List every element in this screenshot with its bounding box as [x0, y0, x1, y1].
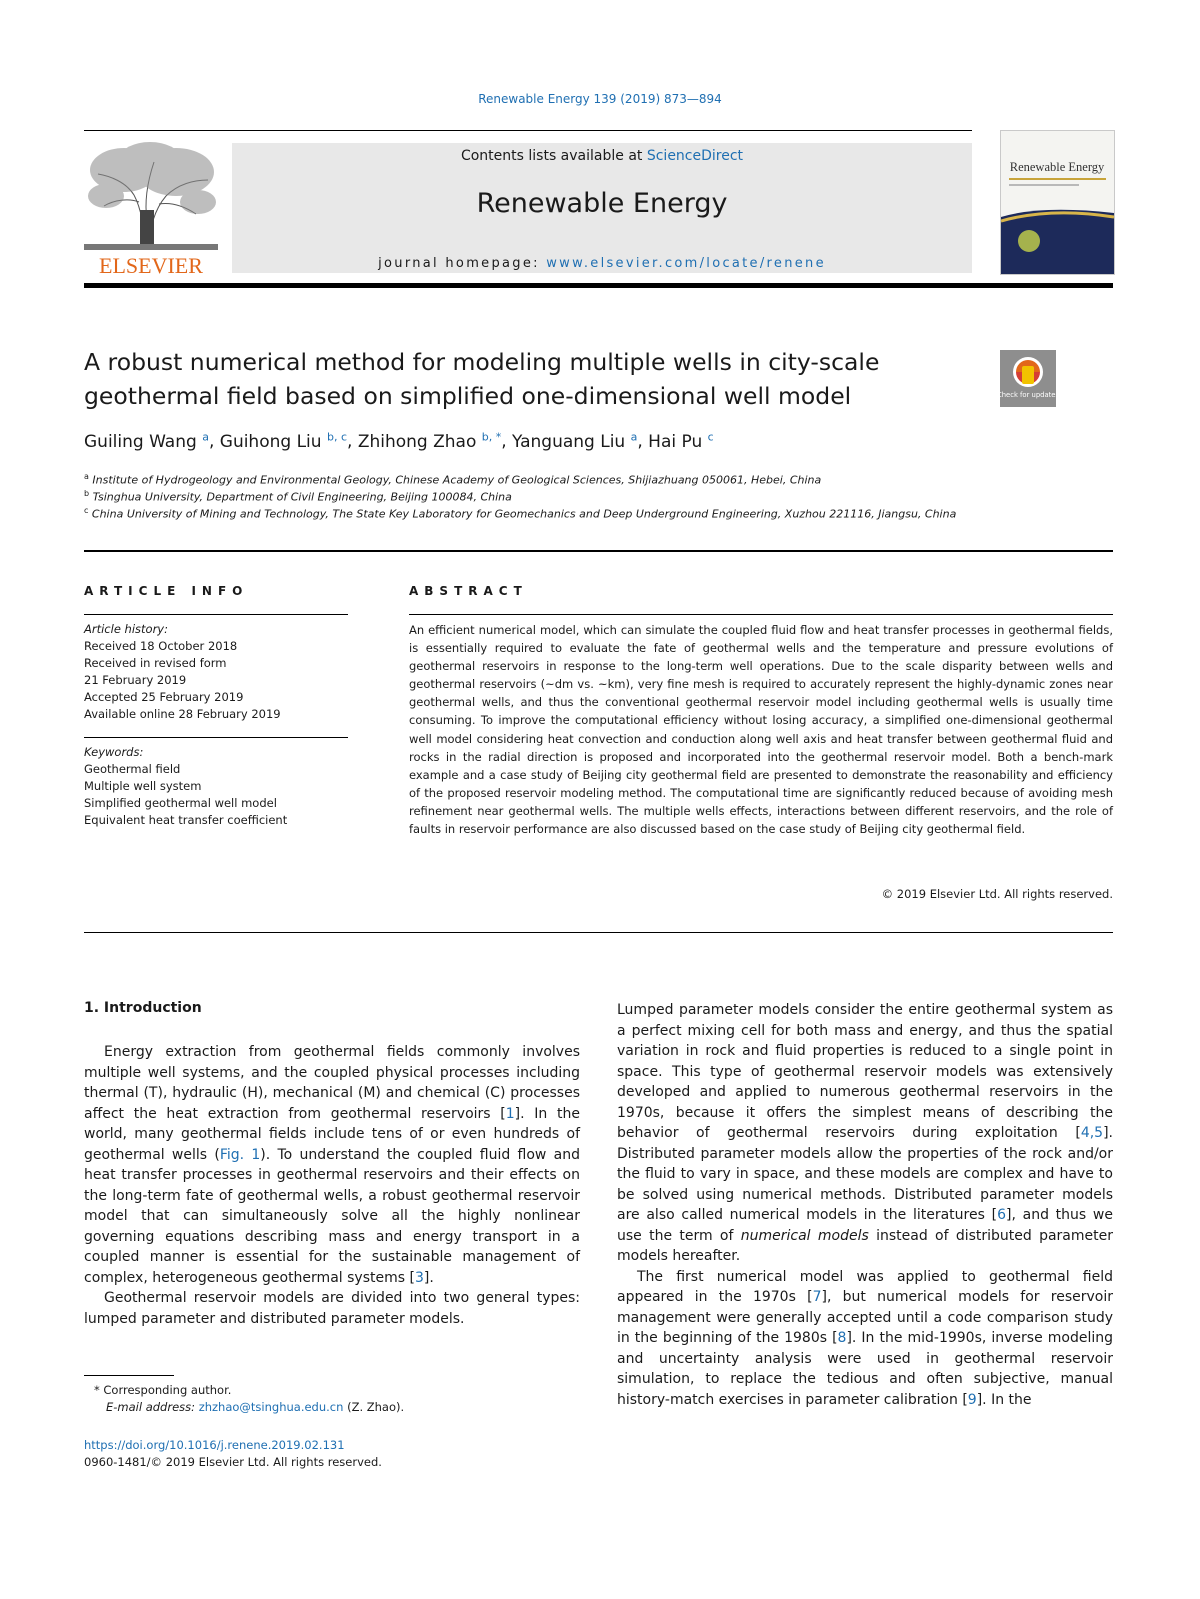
keywords-label: Keywords:	[84, 745, 144, 759]
paragraph: Geothermal reservoir models are divided into two general types: lumped parameter and distributed parameter models.	[84, 1290, 580, 1327]
contents-available: Contents lists available at ScienceDirect	[460, 148, 744, 164]
journal-homepage: journal homepage: www.elsevier.com/locate/renene	[378, 256, 826, 271]
title-rule	[84, 550, 1113, 552]
article-title: A robust numerical method for modeling multiple wells in city-scale geothermal field based on simplified one-dimensional well model	[84, 348, 880, 410]
journal-cover	[1000, 130, 1115, 275]
author-email: E-mail address: zhzhao@tsinghua.edu.cn (Z. Zhao).	[106, 1400, 405, 1414]
email-link[interactable]: zhzhao@tsinghua.edu.cn	[198, 1400, 344, 1414]
author[interactable]: Zhihong Zhao $^{b, *}$	[357, 430, 502, 452]
top-rule	[84, 130, 972, 131]
paragraph: Lumped parameter models consider the entire geothermal system as a perfect mixing cell for both mass and energy, and thus the spatial variation in rock and fluid properties is reduced to a single point in space. This type of geothermal reservoir models was extensively developed and applied to numerous geothermal reservoirs in the 1970s, because it offers the simplest means of describing the behavior of geothermal reservoirs during exploitation [4,5]. Distributed parameter models allow the properties of the rock and/or the fluid to vary in space, and these models are complex and have to be solved using numerical methods. Distributed parameter models are also called numerical models in the literatures [6], and thus we use the term of numerical models instead of distributed parameter models hereafter.	[617, 1002, 1113, 1264]
section-heading: 1. Introduction	[84, 1000, 202, 1016]
article-info-heading: ARTICLE INFO	[84, 584, 249, 598]
keywords-rule	[84, 737, 348, 738]
history-item: Received 18 October 2018	[84, 639, 238, 653]
paragraph: The first numerical model was applied to geothermal field appeared in the 1970s [7], but numerical models for reservoir management were generally accepted until a code comparison study in the beginning of the 1980s [8]. In the mid-1990s, inverse modeling and uncertainty analysis were used in geothermal reservoir simulation, to replace the tedious and often subjective, manual history-match exercises in parameter calibration [9]. In the	[617, 1268, 1114, 1408]
citation-link[interactable]: 6	[997, 1207, 1006, 1223]
elsevier-tree-icon	[84, 140, 218, 280]
keyword: Simplified geothermal well model	[84, 796, 277, 810]
author[interactable]: Yanguang Liu $^a$	[512, 430, 638, 452]
cover-image	[1001, 131, 1114, 274]
affiliation: $^a$ Institute of Hydrogeology and Environmental Geology, Chinese Academy of Geological Sciences, Shijiazhuang 050061, Hebei, China	[84, 472, 822, 487]
citation-link[interactable]: 9	[967, 1391, 977, 1408]
citation-link[interactable]: 3	[414, 1269, 424, 1286]
history-item: Available online 28 February 2019	[84, 707, 281, 721]
keyword: Geothermal field	[84, 762, 181, 776]
sciencedirect-link[interactable]: ScienceDirect	[646, 148, 744, 164]
footnote-rule	[84, 1375, 174, 1376]
keyword: Equivalent heat transfer coefficient	[84, 813, 288, 827]
corresponding-author: * Corresponding author.	[94, 1383, 232, 1397]
journal-reference[interactable]: Renewable Energy 139 (2019) 873—894	[478, 92, 722, 106]
journal-title: Renewable Energy	[476, 188, 728, 219]
citation-link[interactable]: 1	[505, 1105, 515, 1122]
author[interactable]: Guiling Wang $^a$	[84, 430, 209, 452]
history-label: Article history:	[84, 622, 168, 636]
left-column	[84, 1042, 580, 1329]
article-info-rule	[84, 614, 348, 615]
article-history	[84, 621, 348, 723]
crossmark-icon	[1000, 350, 1056, 407]
footnote	[84, 1382, 580, 1416]
history-item: Accepted 25 February 2019	[84, 690, 244, 704]
issn-copyright: 0960-1481/© 2019 Elsevier Ltd. All rights reserved.	[84, 1455, 382, 1469]
author-list: Guiling Wang $^a$, Guihong Liu $^{b, c}$, Zhihong Zhao $^{b, *}$, Yanguang Liu $^a$, Hai Pu $^c$	[84, 430, 714, 452]
keywords	[84, 744, 348, 829]
citation-link[interactable]: 7	[812, 1289, 822, 1305]
abstract-text: An efficient numerical model, which can simulate the coupled fluid flow and heat transfer processes in geothermal fields, is essentially required to evaluate the fate of geothermal wells and the temperature and pressure evolutions of geothermal reservoirs in response to the long-term well operations. Due to the scale disparity between wells and geothermal reservoirs (~dm vs. ~km), very fine mesh is required to accurately represent the highly-dynamic zones near geothermal wells, and thus the conventional geothermal reservoir model including geothermal wells is usually time consuming. To improve the computational efficiency without losing accuracy, a simplified one-dimensional geothermal well model considering heat convection and conduction along well axis and heat transfer between geothermal fluid and rocks in the radial direction is proposed and incorporated into the geothermal reservoir model. Both a bench-mark example and a case study of Beijing city geothermal field are presented to demonstrate the reasonability and efficiency of the proposed reservoir modeling method. The computational time are significantly reduced because of avoiding mesh refinement near geothermal wells. The multiple wells effects, interactions between different reservoirs, and the role of faults in reservoir performance are also discussed based on the case study of Beijing city geothermal field.	[409, 623, 1113, 837]
elsevier-logo	[84, 140, 218, 280]
cover-title: Renewable Energy	[1009, 160, 1105, 174]
crossmark-text: Check for updates	[1000, 391, 1056, 399]
author[interactable]: Guihong Liu $^{b, c}$	[219, 430, 347, 452]
abstract-heading: ABSTRACT	[409, 584, 528, 598]
paragraph: Energy extraction from geothermal fields commonly involves multiple well systems, and the coupled physical processes including thermal (T), hydraulic (H), mechanical (M) and chemical (C) processes affect the heat extraction from geothermal reservoirs [1]. In the world, many geothermal fields include tens of or even hundreds of geothermal wells (Fig. 1). To understand the coupled fluid flow and heat transfer processes in geothermal reservoirs and their effects on the long-term fate of geothermal wells, a robust geothermal reservoir model that can simultaneously solve all the highly nonlinear governing equations describing mass and energy transport in a coupled manner is essential for the sustainable management of complex, heterogeneous geothermal systems [3].	[84, 1044, 580, 1286]
abstract-bottom-rule	[84, 932, 1113, 933]
header-rule	[84, 283, 1113, 288]
history-item: 21 February 2019	[84, 673, 187, 687]
elsevier-wordmark: ELSEVIER	[99, 253, 203, 278]
doi-link[interactable]: https://doi.org/10.1016/j.renene.2019.02.131	[84, 1438, 345, 1452]
keyword: Multiple well system	[84, 779, 202, 793]
history-item: Received in revised form	[84, 656, 227, 670]
author[interactable]: Hai Pu $^c$	[648, 430, 714, 452]
citation-link[interactable]: 8	[837, 1330, 847, 1346]
citation-link[interactable]: 4,5	[1080, 1125, 1104, 1141]
right-column	[617, 1000, 1113, 1410]
doi-block	[84, 1437, 580, 1471]
abstract-rule	[409, 614, 1113, 615]
affiliation: $^c$ China University of Mining and Technology, The State Key Laboratory for Geomechanics and Deep Underground Engineering, Xuzhou 221116, Jiangsu, China	[84, 506, 957, 521]
abstract-copyright: © 2019 Elsevier Ltd. All rights reserved.	[881, 887, 1113, 901]
crossmark-badge[interactable]	[1000, 350, 1056, 407]
figure-link[interactable]: Fig. 1	[219, 1146, 261, 1163]
affiliation: $^b$ Tsinghua University, Department of Civil Engineering, Beijing 100084, China	[84, 489, 512, 504]
journal-masthead	[232, 143, 972, 273]
homepage-link[interactable]: www.elsevier.com/locate/renene	[546, 256, 826, 271]
